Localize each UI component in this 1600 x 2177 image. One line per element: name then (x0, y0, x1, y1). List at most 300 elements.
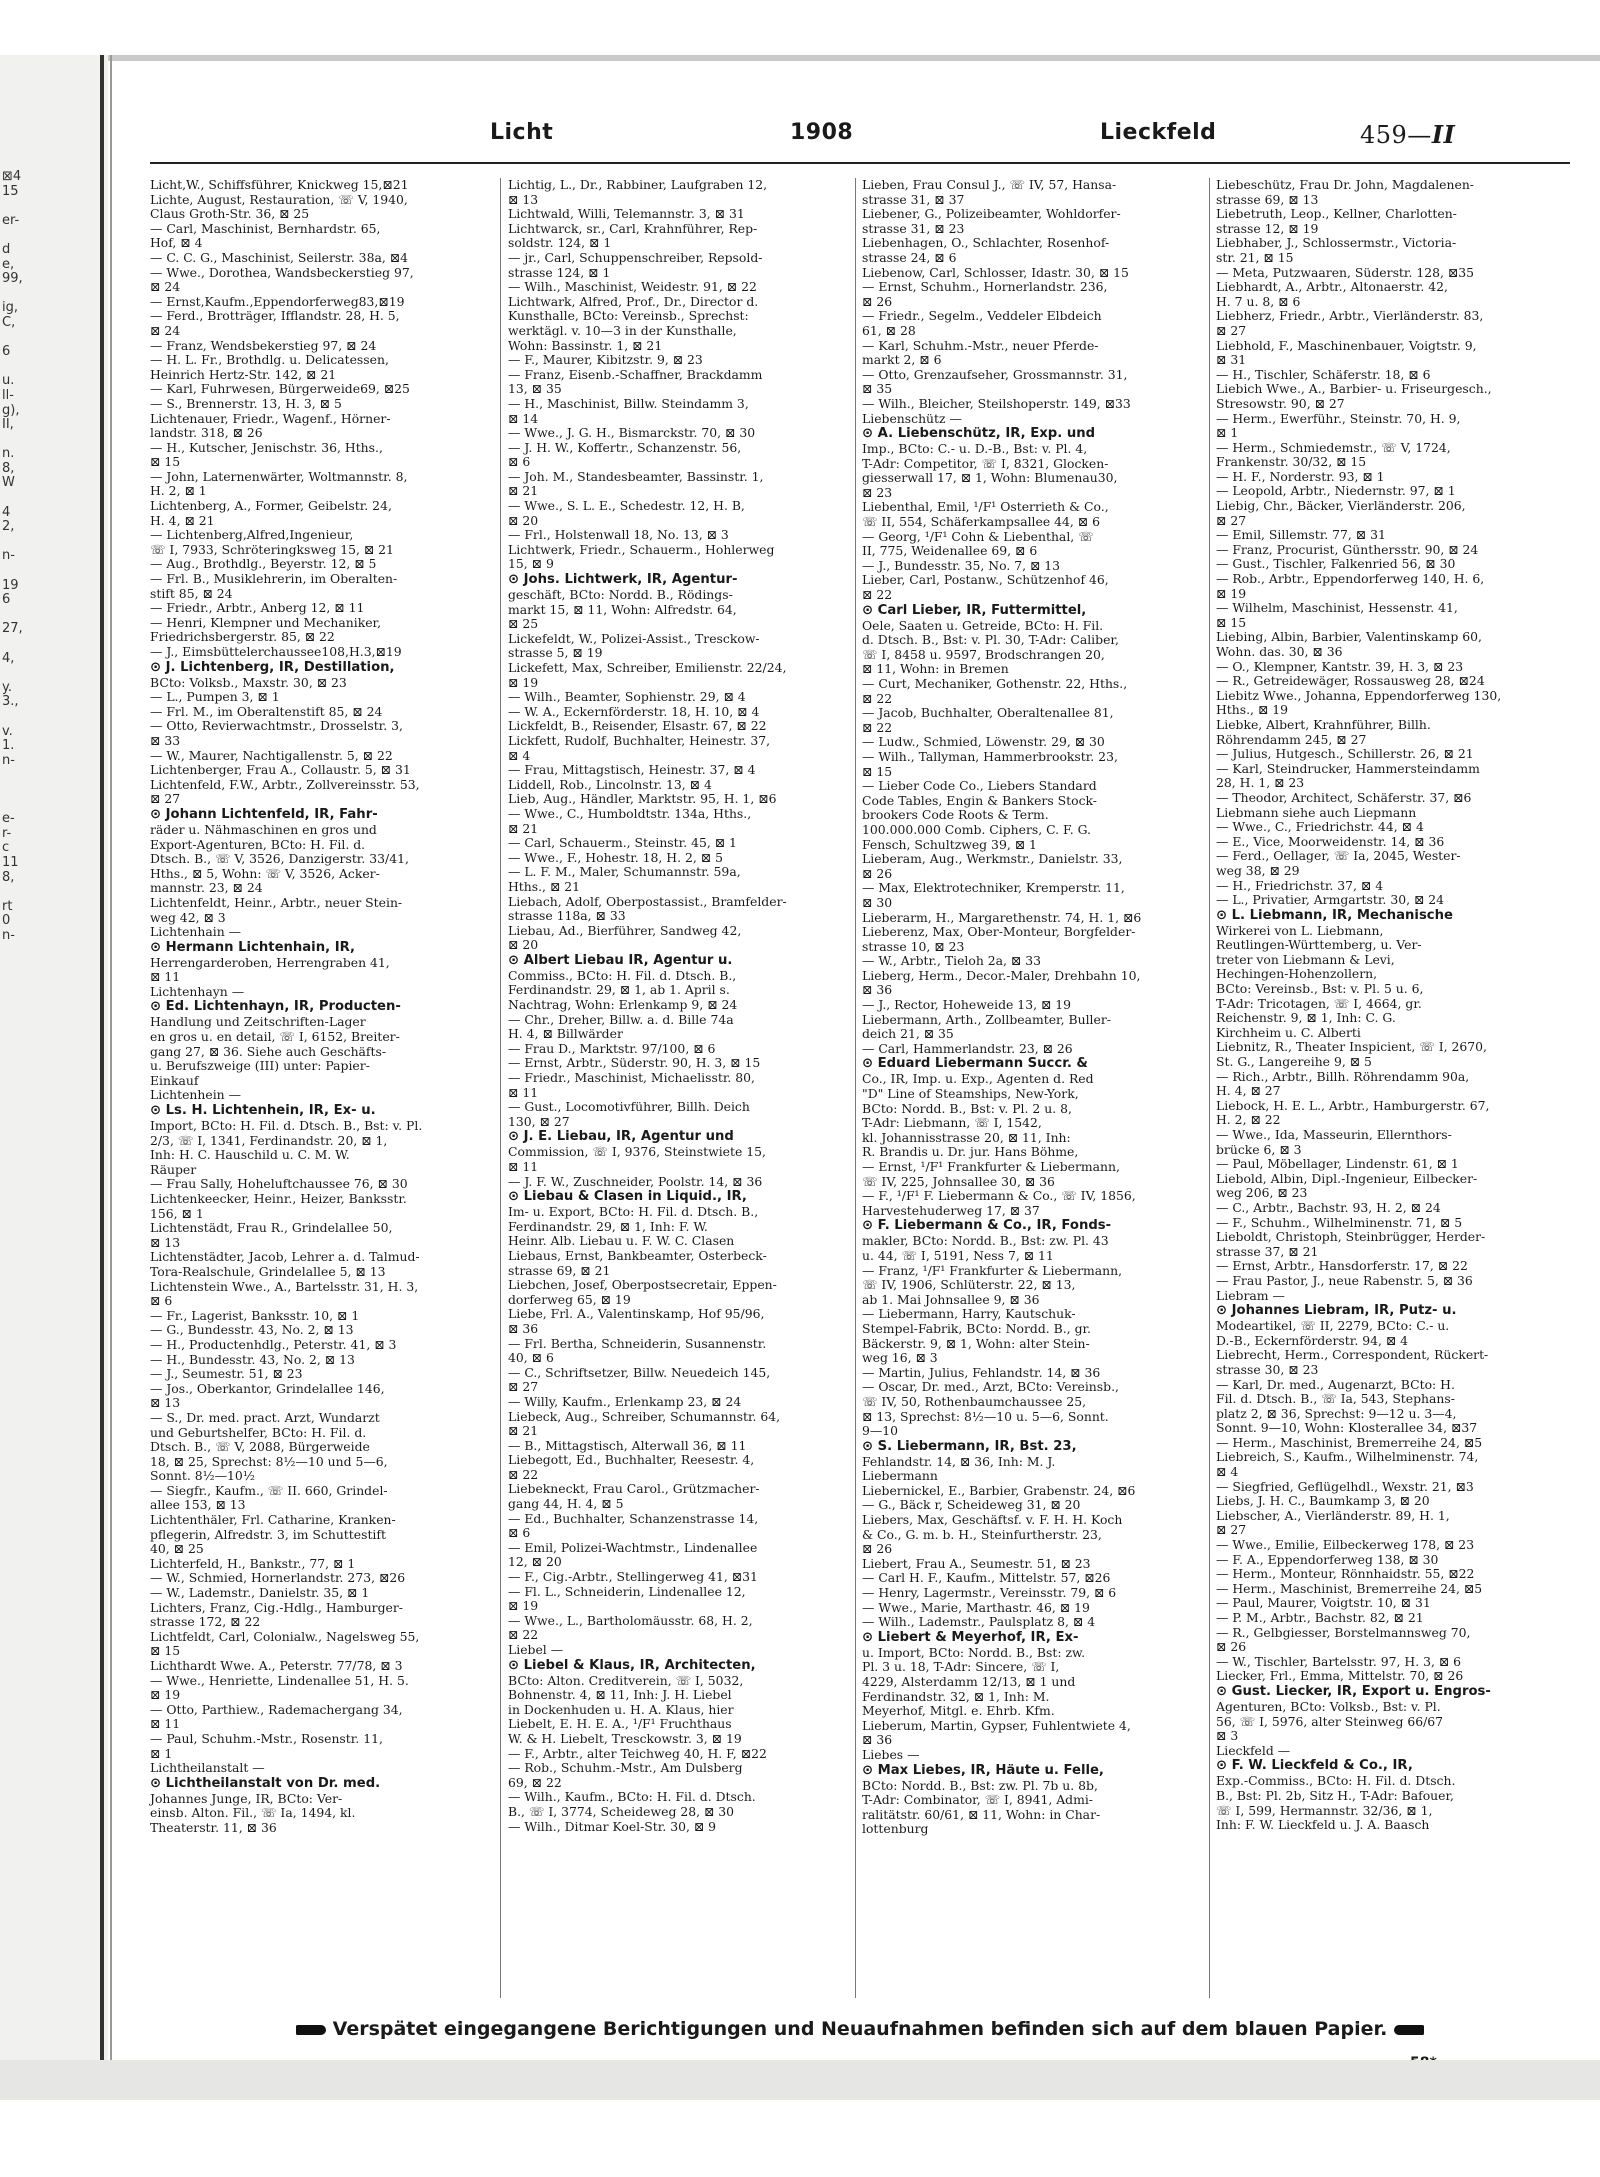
directory-entry-line: Liebscher, A., Vierländerstr. 89, H. 1, (1216, 1507, 1450, 1523)
scan-top-edge (0, 55, 1600, 61)
directory-entry-line: ⊠ 19 (508, 674, 539, 690)
directory-entry-line: — Frl. Bertha, Schneiderin, Susannenstr. (508, 1335, 767, 1351)
directory-entry-line: Lichtenhayn — (150, 983, 245, 999)
directory-entry-line: Ferdinandstr. 29, ⊠ 1, Inh: F. W. (508, 1218, 708, 1234)
directory-entry-line: — Carl H. F., Kaufm., Mittelstr. 57, ⊠26 (862, 1570, 1111, 1586)
directory-entry-line: T-Adr: Liebmann, ☏ I, 1542, (862, 1115, 1042, 1131)
directory-entry-line: Lickefeldt, W., Polizei-Assist., Tresckow- (508, 630, 760, 646)
directory-entry-line: 156, ⊠ 1 (150, 1205, 204, 1221)
directory-entry-line: ⊠ 26 (862, 865, 893, 881)
directory-entry-line: Liebermann (862, 1468, 938, 1484)
stub-fragment: 3., (2, 694, 19, 710)
directory-entry-line: T-Adr: Competitor, ☏ I, 8321, Glocken- (862, 455, 1109, 471)
directory-entry-line: — Max, Elektrotechniker, Kremperstr. 11, (862, 880, 1125, 896)
directory-entry-line: — Herm., Monteur, Rönnhaidstr. 55, ⊠22 (1216, 1566, 1475, 1582)
directory-entry-line: dorferweg 65, ⊠ 19 (508, 1291, 631, 1307)
directory-entry-line: & Co., G. m. b. H., Steinfurtherstr. 23, (862, 1526, 1102, 1542)
directory-entry-line: Liebs, J. H. C., Baumkamp 3, ⊠ 20 (1216, 1493, 1430, 1509)
directory-entry-line: Hof, ⊠ 4 (150, 235, 203, 251)
directory-entry-line: — Rob., Schuhm.-Mstr., Am Dulsberg (508, 1760, 743, 1776)
directory-entry-line: ☏ IV, 1906, Schlüterstr. 22, ⊠ 13, (862, 1277, 1076, 1293)
directory-entry-line: — Karl, Schuhm.-Mstr., neuer Pferde- (862, 337, 1099, 353)
directory-entry-line: — J., Seumestr. 51, ⊠ 23 (150, 1366, 303, 1382)
directory-entry-line: ⊠ 26 (862, 1541, 893, 1557)
directory-entry-line: 61, ⊠ 28 (862, 322, 916, 338)
directory-entry-line: — Wwe., C., Friedrichstr. 44, ⊠ 4 (1216, 819, 1424, 835)
stub-fragment: 8, (2, 869, 15, 885)
directory-entry-line: ⊠ 33 (150, 732, 181, 748)
stub-fragment (2, 1031, 16, 1046)
directory-entry-line: strasse 12, ⊠ 19 (1216, 220, 1319, 236)
stub-fragment (2, 637, 16, 652)
directory-entry-line: Fehlandstr. 14, ⊠ 36, Inh: M. J. (862, 1453, 1056, 1469)
stub-fragment: g), (2, 402, 20, 418)
previous-page-stub (2, 169, 23, 1294)
directory-entry-line: H. 2, ⊠ 22 (1216, 1112, 1281, 1128)
directory-entry-line: — Otto, Grenzaufseher, Grossmannstr. 31, (862, 366, 1128, 382)
directory-entry-line: Lickfeldt, B., Reisender, Elsastr. 67, ⊠ 22 (508, 718, 767, 734)
directory-entry-line: Einkauf (150, 1072, 199, 1088)
directory-entry-line: — Julius, Hutgesch., Schillerstr. 26, ⊠ 21 (1216, 746, 1474, 762)
directory-entry-line: Friedrichsbergerstr. 85, ⊠ 22 (150, 629, 335, 645)
stub-fragment (2, 433, 16, 448)
firm-entry-heading: ⊙ F. W. Lieckfeld & Co., IR, (1216, 1758, 1413, 1774)
directory-entry-line: Nachtrag, Wohn: Erlenkamp 9, ⊠ 24 (508, 997, 738, 1013)
directory-entry-line: ⊠ 26 (862, 293, 893, 309)
directory-entry-line: B., Bst: Pl. 2b, Sitz H., T-Adr: Bafouer, (1216, 1787, 1454, 1803)
header-year: 1908 (790, 120, 854, 145)
stub-fragment: v. (2, 723, 13, 739)
directory-entry-line: — Leopold, Arbtr., Niedernstr. 97, ⊠ 1 (1216, 483, 1456, 499)
directory-entry-line: — Wwe., Dorothea, Wandsbeckerstieg 97, (150, 264, 414, 280)
directory-entry-line: — S., Brennerstr. 13, H. 3, ⊠ 5 (150, 395, 342, 411)
directory-entry-line: Oele, Saaten u. Getreide, BCto: H. Fil. (862, 617, 1104, 633)
firm-entry-heading: ⊙ Lichtheilanstalt von Dr. med. (150, 1775, 381, 1791)
directory-entry-line: Liddell, Rob., Lincolnstr. 13, ⊠ 4 (508, 776, 712, 792)
directory-entry-line: 2/3, ☏ I, 1341, Ferdinandstr. 20, ⊠ 1, (150, 1132, 388, 1148)
directory-entry-line: landstr. 318, ⊠ 26 (150, 425, 263, 441)
directory-entry-line: Stempel-Fabrik, BCto: Nordd. B., gr. (862, 1320, 1091, 1336)
directory-entry-line: ⊠ 6 (150, 1293, 173, 1309)
directory-entry-line: Liebreich, S., Kaufm., Wilhelminenstr. 74, (1216, 1449, 1479, 1465)
stub-fragment (2, 1133, 16, 1148)
directory-entry-line: Liebermann, Arth., Zollbeamter, Buller- (862, 1011, 1111, 1027)
firm-entry-heading: ⊙ Johs. Lichtwerk, IR, Agentur- (508, 572, 738, 588)
directory-entry-line: ⊠ 22 (508, 1627, 539, 1643)
directory-entry-line: treter von Liebmann & Levi, (1216, 951, 1395, 967)
directory-entry-line: 18, ⊠ 25, Sprechst: 8½—10 und 5—6, (150, 1453, 388, 1469)
directory-entry-line: Kunsthalle, BCto: Vereinsb., Sprechst: (508, 308, 749, 324)
firm-entry-heading: ⊙ Johann Lichtenfeld, IR, Fahr- (150, 806, 378, 822)
directory-entry-line: — John, Laternenwärter, Woltmannstr. 8, (150, 468, 408, 484)
directory-entry-line: strasse 31, ⊠ 37 (862, 191, 965, 207)
stub-fragment: r- (2, 825, 12, 841)
directory-entry-line: ⊠ 14 (508, 410, 539, 426)
directory-entry-line: Lieberenz, Max, Ober-Monteur, Borgfelder- (862, 924, 1136, 940)
directory-entry-line: Im- u. Export, BCto: H. Fil. d. Dtsch. B., (508, 1204, 759, 1220)
directory-page (150, 100, 1570, 2080)
column-divider (1209, 178, 1210, 1998)
directory-entry-line: Lichtenstädter, Jacob, Lehrer a. d. Talmud- (150, 1249, 420, 1265)
directory-entry-line: d. Dtsch. B., Bst: v. Pl. 30, T-Adr: Caliber, (862, 632, 1119, 648)
directory-entry-line: Lichtenfeldt, Heinr., Arbtr., neuer Stein- (150, 894, 403, 910)
directory-entry-line: — H., Maschinist, Billw. Steindamm 3, (508, 395, 749, 411)
directory-entry-line: stift 85, ⊠ 24 (150, 585, 233, 601)
directory-entry-line: — Ludw., Schmied, Löwenstr. 29, ⊠ 30 (862, 734, 1105, 750)
directory-entry-line: — H., Bundesstr. 43, No. 2, ⊠ 13 (150, 1351, 355, 1367)
directory-entry-line: 28, H. 1, ⊠ 23 (1216, 775, 1305, 791)
directory-entry-line: H. 7 u. 8, ⊠ 6 (1216, 293, 1301, 309)
stub-fragment (2, 1192, 16, 1207)
directory-entry-line: Lichtwald, Willi, Telemannstr. 3, ⊠ 31 (508, 206, 745, 222)
stub-fragment (2, 1235, 16, 1250)
directory-entry-line: Inh: F. W. Lieckfeld u. J. A. Baasch (1216, 1817, 1430, 1833)
column-4 (1216, 178, 1566, 2008)
directory-entry-line: Inh: H. C. Hauschild u. C. M. W. (150, 1147, 350, 1163)
directory-entry-line: ⊠ 26 (1216, 1639, 1247, 1655)
directory-entry-line: Liebitz Wwe., Johanna, Eppendorferweg 130, (1216, 687, 1502, 703)
directory-entry-line: Lichtenberger, Frau A., Collaustr. 5, ⊠ 31 (150, 762, 411, 778)
stub-fragment (2, 1119, 16, 1134)
directory-entry-line: — F., Schuhm., Wilhelminenstr. 71, ⊠ 5 (1216, 1214, 1463, 1230)
directory-entry-line: Handlung und Zeitschriften-Lager (150, 1014, 366, 1030)
directory-entry-line: ⊠ 11 (150, 1716, 181, 1732)
directory-entry-line: einsb. Alton. Fil., ☏ Ia, 1494, kl. (150, 1805, 356, 1821)
directory-entry-line: Liebig, Chr., Bäcker, Vierländerstr. 206, (1216, 498, 1466, 514)
directory-entry-line: Liebau, Ad., Bierführer, Sandweg 42, (508, 922, 742, 938)
directory-entry-line: — Gust., Locomotivführer, Billh. Deich (508, 1099, 750, 1115)
stub-fragment (2, 1279, 16, 1294)
stub-fragment (2, 287, 16, 302)
directory-entry-line: — F., Arbtr., alter Teichweg 40, H. F, ⊠22 (508, 1745, 767, 1761)
firm-entry-heading: ⊙ L. Liebmann, IR, Mechanische (1216, 907, 1453, 923)
directory-entry-line: gang 27, ⊠ 36. Siehe auch Geschäfts- (150, 1043, 387, 1059)
directory-entry-line: u. 44, ☏ I, 5191, Ness 7, ⊠ 11 (862, 1247, 1054, 1263)
directory-entry-line: ⊠ 36 (508, 1320, 539, 1336)
directory-entry-line: 4229, Alsterdamm 12/13, ⊠ 1 und (862, 1674, 1076, 1689)
directory-entry-line: Ferdinandstr. 32, ⊠ 1, Inh: M. (862, 1688, 1050, 1704)
directory-entry-line: Liebelt, E. H. E. A., ¹/F¹ Fruchthaus (508, 1716, 732, 1732)
directory-entry-line: — Jacob, Buchhalter, Oberaltenallee 81, (862, 705, 1114, 721)
directory-entry-line: — Wwe., Ida, Masseurin, Ellernthors- (1216, 1127, 1452, 1142)
directory-entry-line: Liebold, Albin, Dipl.-Ingenieur, Eilbecker- (1216, 1170, 1478, 1186)
directory-entry-line: Lichtfeldt, Carl, Colonialw., Nagelsweg 55, (150, 1628, 420, 1644)
directory-entry-line: Lieboldt, Christoph, Steinbrügger, Herder- (1216, 1229, 1486, 1245)
directory-entry-line: Hths., ⊠ 19 (1216, 702, 1289, 718)
directory-entry-line: T-Adr: Tricotagen, ☏ I, 4664, gr. (1216, 995, 1422, 1011)
directory-entry-line: Harvestehuderweg 17, ⊠ 37 (862, 1202, 1040, 1218)
stub-fragment (2, 535, 16, 550)
directory-entry-line: pflegerin, Alfredstr. 3, im Schuttestift (150, 1526, 386, 1542)
directory-entry-line: Reichenstr. 9, ⊠ 1, Inh: C. G. (1216, 1010, 1396, 1026)
directory-entry-line: — S., Dr. med. pract. Arzt, Wundarzt (150, 1409, 380, 1425)
firm-entry-heading: ⊙ J. E. Liebau, IR, Agentur und (508, 1129, 734, 1145)
directory-entry-line: — Herm., Maschinist, Bremerreihe 24, ⊠5 (1216, 1434, 1483, 1450)
stub-fragment: 99, (2, 271, 23, 287)
directory-entry-line: — Siegfried, Geflügelhdl., Wexstr. 21, ⊠3 (1216, 1478, 1474, 1494)
directory-entry-line: — Ernst, Arbtr., Süderstr. 90, H. 3, ⊠ 15 (508, 1055, 761, 1071)
directory-entry-line: — Gust., Tischler, Falkenried 56, ⊠ 30 (1216, 556, 1456, 572)
directory-entry-line: — W., Maurer, Nachtigallenstr. 5, ⊠ 22 (150, 747, 393, 763)
directory-entry-line: ⊠ 11 (150, 969, 181, 985)
directory-entry-line: strasse 37, ⊠ 21 (1216, 1243, 1319, 1259)
header-page-number: 459—II (1360, 120, 1456, 149)
directory-entry-line: Lichtwerk, Friedr., Schauerm., Hohlerweg (508, 541, 775, 557)
directory-entry-line: — Jos., Oberkantor, Grindelallee 146, (150, 1380, 385, 1396)
directory-entry-line: ⊠ 22 (862, 587, 893, 603)
directory-entry-line: — Franz, Procurist, Günthersstr. 90, ⊠ 24 (1216, 541, 1479, 557)
directory-entry-line: ⊠ 35 (862, 381, 893, 397)
stub-fragment: ll- (2, 387, 14, 403)
directory-entry-line: — Wwe., L., Bartholomäusstr. 68, H. 2, (508, 1612, 753, 1628)
directory-entry-line: — Emil, Polizei-Wachtmstr., Lindenallee (508, 1539, 758, 1555)
directory-entry-line: Lichtenhein — (150, 1087, 241, 1103)
directory-entry-line: — Siegfr., Kaufm., ☏ II. 660, Grindel- (150, 1482, 388, 1498)
directory-entry-line: — Wwe., F., Hohestr. 18, H. 2, ⊠ 5 (508, 849, 723, 865)
directory-entry-line: H. 4, ⊠ 21 (150, 512, 215, 528)
directory-entry-line: Herrengarderoben, Herrengraben 41, (150, 954, 390, 970)
firm-entry-heading: ⊙ Albert Liebau IR, Agentur u. (508, 952, 733, 968)
directory-entry-line: ⊠ 19 (508, 1598, 539, 1614)
directory-entry-line: ⊠ 21 (508, 820, 539, 836)
directory-entry-line: — Ernst, Schuhm., Hornerlandstr. 236, (862, 279, 1108, 295)
firm-entry-heading: ⊙ A. Liebenschütz, IR, Exp. und (862, 426, 1096, 442)
directory-entry-line: — Ferd., Brotträger, Ifflandstr. 28, H. 5, (150, 308, 400, 324)
directory-entry-line: räder u. Nähmaschinen en gros und (150, 821, 377, 837)
directory-entry-line: H. 4, ⊠ Billwärder (508, 1026, 623, 1042)
directory-entry-line: — Paul, Maurer, Voigtstr. 10, ⊠ 31 (1216, 1595, 1431, 1611)
directory-entry-line: — Wwe., S. L. E., Schedestr. 12, H. B, (508, 498, 745, 514)
directory-entry-line: Commiss., BCto: H. Fil. d. Dtsch. B., (508, 967, 737, 983)
directory-entry-line: ⊠ 36 (862, 982, 893, 998)
directory-entry-line: — Wwe., Henriette, Lindenallee 51, H. 5. (150, 1672, 409, 1688)
firm-entry-heading: ⊙ F. Liebermann & Co., IR, Fonds- (862, 1218, 1112, 1234)
stub-fragment: ig, (2, 300, 18, 316)
directory-entry-line: ab 1. Mai Johnsallee 9, ⊠ 36 (862, 1291, 1040, 1307)
directory-entry-line: Liebrecht, Herm., Correspondent, Rückert- (1216, 1347, 1489, 1363)
directory-entry-line: Kirchheim u. C. Alberti (1216, 1024, 1361, 1040)
directory-entry-line: Lichtenstein Wwe., A., Bartelsstr. 31, H. 3, (150, 1278, 419, 1294)
directory-entry-line: ⊠ 24 (150, 279, 181, 295)
directory-entry-line: geschäft, BCto: Nordd. B., Rödings- (508, 587, 733, 603)
directory-entry-line: — Theodor, Architect, Schäferstr. 37, ⊠6 (1216, 789, 1472, 805)
directory-entry-line: ⊠ 19 (150, 1687, 181, 1703)
directory-entry-line: Lichtwark, Alfred, Prof., Dr., Director d. (508, 293, 759, 309)
directory-entry-line: ⊠ 15 (862, 763, 893, 779)
firm-entry-heading: ⊙ S. Liebermann, IR, Bst. 23, (862, 1438, 1077, 1454)
directory-entry-line: ⊠ 15 (1216, 614, 1247, 630)
stub-fragment: 8, (2, 460, 15, 476)
directory-entry-line: — Wwe., Emilie, Eilbeckerweg 178, ⊠ 23 (1216, 1537, 1475, 1553)
directory-entry-line: — Wilh., Tallyman, Hammerbrookstr. 23, (862, 748, 1118, 764)
stub-fragment: rt (2, 898, 13, 914)
directory-entry-line: Lichtheilanstalt — (150, 1760, 265, 1776)
directory-entry-line: Liebaus, Ernst, Bankbeamter, Osterbeck- (508, 1247, 767, 1263)
directory-entry-line: — Curt, Mechaniker, Gothenstr. 22, Hths., (862, 676, 1128, 691)
directory-entry-line: ☏ II, 554, Schäferkampsallee 44, ⊠ 6 (862, 514, 1100, 530)
directory-entry-line: Lickefett, Max, Schreiber, Emilienstr. 22/24, (508, 660, 787, 675)
directory-entry-line: Claus Groth-Str. 36, ⊠ 25 (150, 206, 310, 222)
directory-entry-line: Liebenhagen, O., Schlachter, Rosenhof- (862, 235, 1110, 251)
directory-entry-line: — Paul, Schuhm.-Mstr., Rosenstr. 11, (150, 1730, 383, 1746)
directory-entry-line: Agenturen, BCto: Volksb., Bst: v. Pl. (1216, 1698, 1441, 1714)
directory-entry-line: T-Adr: Combinator, ☏ I, 8941, Admi- (862, 1792, 1093, 1808)
directory-entry-line: ⊠ 1 (1216, 425, 1239, 441)
directory-entry-line: en gros u. en detail, ☏ I, 6152, Breiter- (150, 1029, 400, 1045)
directory-entry-line: ⊠ 11 (508, 1084, 539, 1100)
directory-entry-line: — Fl. L., Schneiderin, Lindenallee 12, (508, 1583, 746, 1599)
directory-entry-line: Heinrich Hertz-Str. 142, ⊠ 21 (150, 366, 337, 382)
directory-entry-line: — Wwe., J. G. H., Bismarckstr. 70, ⊠ 30 (508, 425, 756, 441)
directory-entry-line: — J., Eimsbüttelerchaussee108,H.3,⊠19 (150, 644, 402, 659)
directory-entry-line: — C., Schriftsetzer, Billw. Neuedeich 145, (508, 1364, 771, 1380)
stub-fragment (2, 199, 16, 214)
directory-entry-line: — Herm., Ewerführ., Steinstr. 70, H. 9, (1216, 410, 1461, 426)
directory-entry-line: — Wilh., Kaufm., BCto: H. Fil. d. Dtsch. (508, 1789, 756, 1805)
directory-entry-line: Lieber, Carl, Postanw., Schützenhof 46, (862, 572, 1109, 588)
directory-entry-line: Lichtenauer, Friedr., Wagenf., Hörner- (150, 410, 391, 426)
directory-entry-line: — Frl. B., Musiklehrerin, im Oberalten- (150, 571, 398, 587)
stub-fragment: y. (2, 679, 12, 695)
directory-entry-line: BCto: Nordd. B., Bst: zw. Pl. 7b u. 8b, (862, 1777, 1098, 1793)
directory-entry-line: markt 15, ⊠ 11, Wohn: Alfredstr. 64, (508, 601, 737, 617)
directory-entry-line: — L., Pumpen 3, ⊠ 1 (150, 689, 280, 705)
header-rule (150, 162, 1570, 164)
directory-entry-line: — Joh. M., Standesbeamter, Bassinstr. 1, (508, 468, 764, 484)
directory-entry-line: 100.000.000 Comb. Ciphers, C. F. G. (862, 821, 1091, 837)
stub-fragment: 11 (2, 854, 19, 870)
pointing-hand-icon (1394, 2023, 1428, 2037)
directory-entry-line: ⊠ 23 (862, 484, 893, 500)
directory-entry-line: Import, BCto: H. Fil. d. Dtsch. B., Bst: v. Pl. (150, 1118, 423, 1134)
directory-entry-line: Johannes Junge, IR, BCto: Ver- (150, 1790, 343, 1806)
binding-gutter (100, 55, 104, 2065)
directory-entry-line: — Wilhelm, Maschinist, Hessenstr. 41, (1216, 600, 1458, 616)
directory-entry-line: — Wilh., Beamter, Sophienstr. 29, ⊠ 4 (508, 689, 746, 705)
directory-entry-line: — G., Bäck r, Scheideweg 31, ⊠ 20 (862, 1497, 1081, 1513)
directory-entry-line: Modeartikel, ☏ II, 2279, BCto: C.- u. (1216, 1318, 1450, 1334)
directory-entry-line: Lichtenkeecker, Heinr., Heizer, Banksstr. (150, 1191, 407, 1206)
directory-entry-line: — J. H. W., Koffertr., Schanzenstr. 56, (508, 439, 742, 455)
directory-entry-line: Liebes — (862, 1746, 920, 1762)
directory-entry-line: Lichtwarck, sr., Carl, Krahnführer, Rep- (508, 220, 758, 236)
directory-entry-line: — F. A., Eppendorferweg 138, ⊠ 30 (1216, 1551, 1439, 1567)
footer-note (250, 2018, 1470, 2046)
directory-entry-line: — Franz, ¹/F¹ Frankfurter & Liebermann, (862, 1262, 1123, 1278)
directory-entry-line: Lichtenberg, A., Former, Geibelstr. 24, (150, 498, 392, 514)
directory-entry-line: Liebener, G., Polizeibeamter, Wohldorfer- (862, 206, 1121, 222)
directory-entry-line: — Chr., Dreher, Billw. a. d. Bille 74a (508, 1011, 734, 1027)
directory-entry-line: ⊠ 22 (508, 1466, 539, 1482)
header-last-word: Lieckfeld (1100, 120, 1217, 145)
directory-entry-line: ⊠ 20 (508, 937, 539, 953)
directory-entry-line: ⊠ 27 (150, 791, 181, 807)
directory-entry-line: — Lichtenberg,Alfred,Ingenieur, (150, 527, 354, 543)
directory-entry-line: Exp.-Commiss., BCto: H. Fil. d. Dtsch. (1216, 1773, 1456, 1789)
directory-entry-line: — J., Rector, Hoheweide 13, ⊠ 19 (862, 997, 1072, 1013)
directory-entry-line: — Meta, Putzwaaren, Süderstr. 128, ⊠35 (1216, 264, 1475, 280)
stub-fragment (2, 1148, 16, 1163)
stub-fragment (2, 1060, 16, 1075)
directory-entry-line: — H., Tischler, Schäferstr. 18, ⊠ 6 (1216, 366, 1431, 382)
stub-fragment: ⊠4 (2, 169, 22, 184)
directory-entry-line: brookers Code Roots & Term. (862, 807, 1049, 823)
stub-fragment: e- (2, 811, 15, 827)
directory-entry-line: — Karl, Dr. med., Augenarzt, BCto: H. (1216, 1376, 1455, 1392)
directory-entry-line: — Georg, ¹/F¹ Cohn & Liebenthal, ☏ (862, 528, 1094, 544)
directory-entry-line: ⊠ 27 (1216, 1522, 1247, 1538)
directory-entry-line: 13, ⊠ 35 (508, 381, 562, 397)
directory-entry-line: Liecker, Frl., Emma, Mittelstr. 70, ⊠ 26 (1216, 1668, 1464, 1684)
directory-entry-line: Frankenstr. 30/32, ⊠ 15 (1216, 454, 1367, 470)
directory-entry-line: — Frau, Mittagstisch, Heinestr. 37, ⊠ 4 (508, 762, 756, 778)
directory-entry-line: — Friedr., Segelm., Veddeler Elbdeich (862, 308, 1102, 324)
firm-entry-heading: ⊙ Max Liebes, IR, Häute u. Felle, (862, 1762, 1104, 1778)
directory-entry-line: Lichtig, L., Dr., Rabbiner, Laufgraben 12, (508, 177, 768, 192)
directory-entry-line: Wirkerei von L. Liebmann, (1216, 922, 1384, 938)
directory-entry-line: u. Import, BCto: Nordd. B., Bst: zw. (862, 1644, 1086, 1660)
stub-fragment (2, 564, 16, 579)
header-first-word: Licht (490, 120, 554, 145)
directory-entry-line: ⊠ 22 (862, 690, 893, 706)
directory-entry-line: Lichterfeld, H., Bankstr., 77, ⊠ 1 (150, 1555, 356, 1571)
column-divider (500, 178, 501, 1998)
directory-entry-line: Dtsch. B., ☏ V, 2088, Bürgerweide (150, 1439, 370, 1455)
directory-entry-line: Liebchen, Josef, Oberpostsecretair, Eppen- (508, 1277, 777, 1293)
directory-entry-line: — W., Lademstr., Danielstr. 35, ⊠ 1 (150, 1585, 370, 1601)
directory-entry-line: Export-Agenturen, BCto: H. Fil. d. (150, 836, 366, 852)
directory-entry-line: Liebeck, Aug., Schreiber, Schumannstr. 64, (508, 1408, 781, 1424)
directory-entry-line: BCto: Alton. Creditverein, ☏ I, 5032, (508, 1672, 744, 1688)
directory-entry-line: Liebetruth, Leop., Kellner, Charlotten- (1216, 206, 1457, 222)
directory-entry-line: — Franz, Eisenb.-Schaffner, Brackdamm (508, 366, 763, 382)
directory-entry-line: — Rich., Arbtr., Billh. Röhrendamm 90a, (1216, 1068, 1470, 1084)
stub-fragment: c (2, 840, 10, 856)
directory-entry-line: mannstr. 23, ⊠ 24 (150, 880, 263, 896)
column-1 (150, 178, 494, 2008)
stub-fragment (2, 1075, 16, 1090)
directory-entry-line: Liebe, Frl. A., Valentinskamp, Hof 95/96, (508, 1306, 765, 1322)
directory-entry-line: — W., Arbtr., Tieloh 2a, ⊠ 33 (862, 953, 1042, 969)
stub-fragment: W (2, 475, 15, 491)
directory-entry-line: Räuper (150, 1161, 197, 1177)
directory-entry-line: — Wilh., Maschinist, Weidestr. 91, ⊠ 22 (508, 279, 757, 295)
directory-entry-line: BCto: Volksb., Maxstr. 30, ⊠ 23 (150, 674, 347, 690)
directory-entry-line: — Willy, Kaufm., Erlenkamp 23, ⊠ 24 (508, 1393, 742, 1409)
directory-entry-line: Sonnt. 8½—10½ (150, 1468, 255, 1484)
stub-fragment (2, 973, 16, 988)
directory-entry-line: Liebock, H. E. L., Arbtr., Hamburgerstr. 67, (1216, 1097, 1490, 1113)
directory-entry-line: strasse 69, ⊠ 13 (1216, 191, 1319, 207)
directory-entry-line: ☏ I, 7933, Schröteringksweg 15, ⊠ 21 (150, 541, 394, 557)
directory-entry-line: lottenburg (862, 1821, 929, 1837)
directory-entry-line: — Martin, Julius, Fehlandstr. 14, ⊠ 36 (862, 1364, 1101, 1380)
directory-entry-line: — Otto, Parthiew., Rademachergang 34, (150, 1701, 403, 1717)
directory-entry-line: — Liebermann, Harry, Kautschuk- (862, 1306, 1076, 1322)
directory-entry-line: giesserwall 17, ⊠ 1, Wohn: Blumenau30, (862, 470, 1118, 486)
firm-entry-heading: ⊙ Liebau & Clasen in Liquid., IR, (508, 1189, 747, 1205)
directory-entry-line: kl. Johannisstrasse 20, ⊠ 11, Inh: (862, 1129, 1071, 1145)
directory-entry-line: str. 21, ⊠ 15 (1216, 249, 1294, 265)
directory-entry-line: Liebich Wwe., A., Barbier- u. Friseurgesch., (1216, 381, 1492, 397)
directory-entry-line: BCto: Nordd. B., Bst: v. Pl. 2 u. 8, (862, 1100, 1072, 1116)
directory-entry-line: — Ed., Buchhalter, Schanzenstrasse 14, (508, 1510, 759, 1526)
stub-fragment (2, 987, 16, 1002)
directory-entry-line: — F., Maurer, Kibitzstr. 9, ⊠ 23 (508, 352, 703, 368)
directory-entry-line: ⊠ 13 (150, 1234, 181, 1250)
directory-entry-line: — H., Friedrichstr. 37, ⊠ 4 (1216, 877, 1384, 893)
directory-entry-line: — P. M., Arbtr., Bachstr. 82, ⊠ 21 (1216, 1610, 1424, 1625)
